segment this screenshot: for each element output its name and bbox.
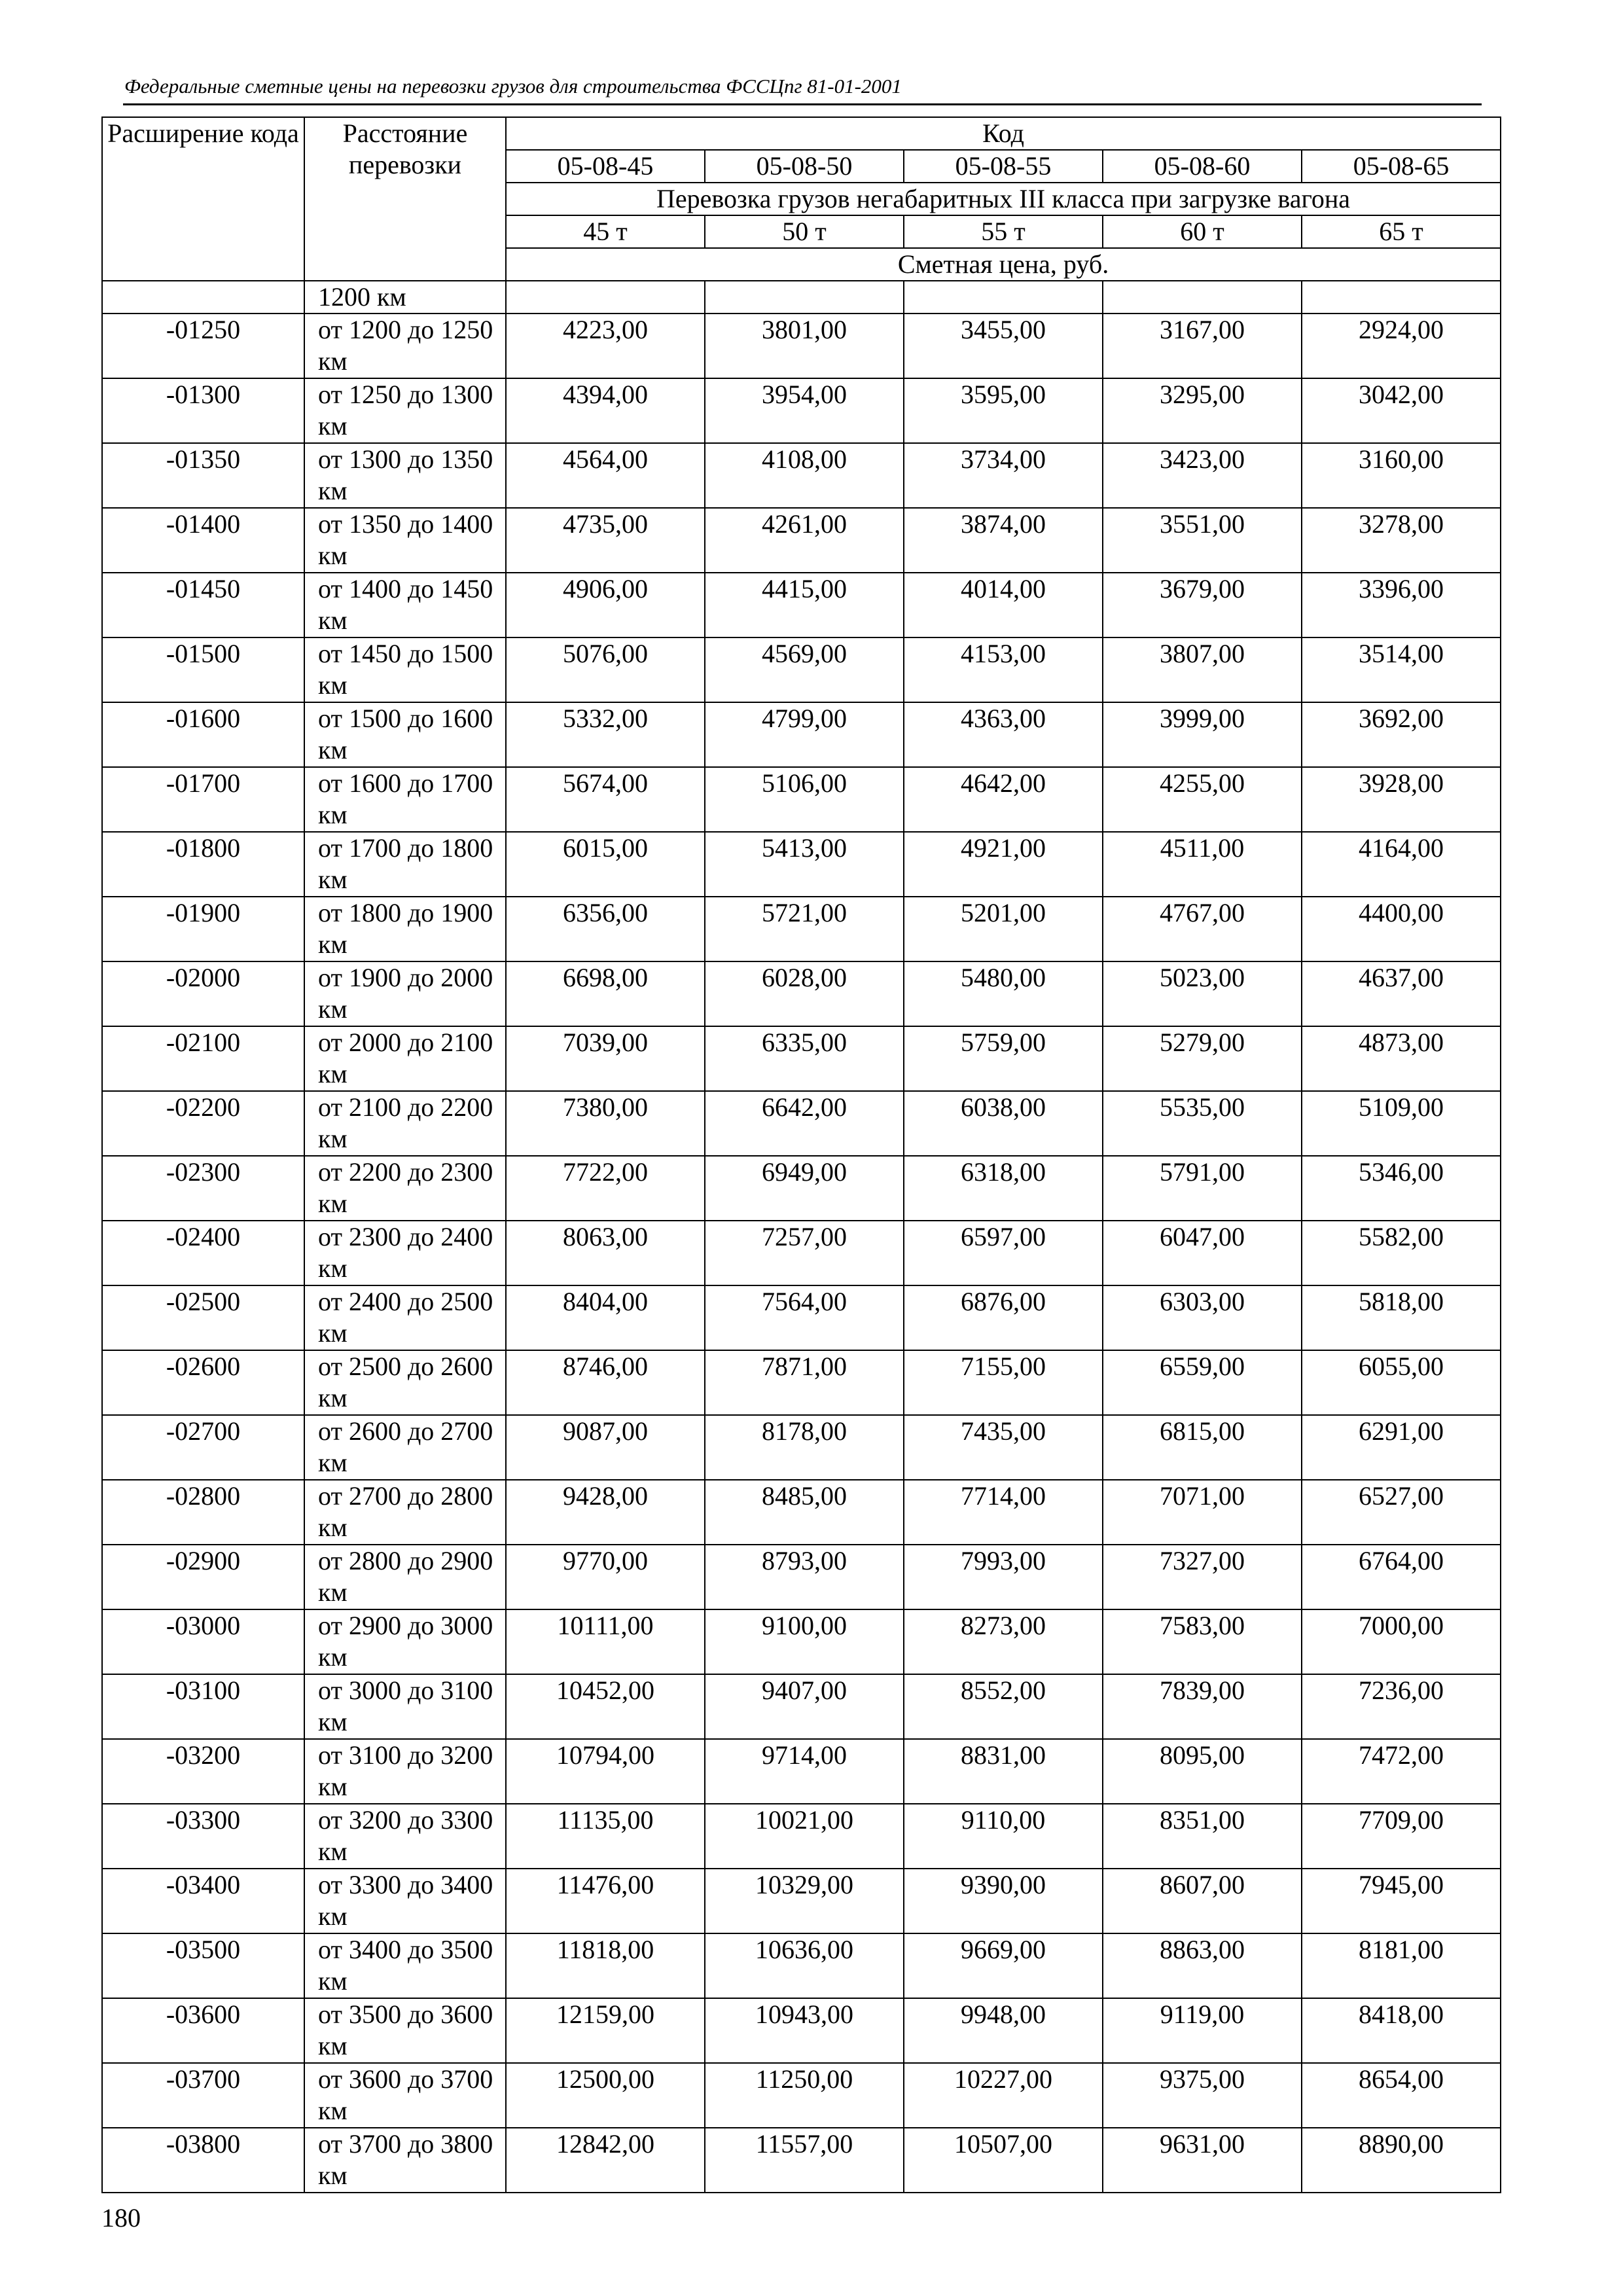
cell-price: 6015,00 [506, 832, 705, 897]
cell-price: 3278,00 [1302, 508, 1501, 573]
cell-price: 9390,00 [904, 1869, 1103, 1933]
table-row [102, 2128, 1501, 2193]
table-row [102, 1609, 1501, 1674]
cell-price: 5413,00 [705, 832, 904, 897]
cell-price: 9428,00 [506, 1480, 705, 1545]
cell-price: 10227,00 [904, 2063, 1103, 2128]
cell-distance: от 2400 до 2500 км [304, 1285, 506, 1350]
cell-price: 5076,00 [506, 637, 705, 702]
cell-code: -02100 [102, 1026, 304, 1091]
cell-price: 6876,00 [904, 1285, 1103, 1350]
header-load: 55 т [904, 215, 1103, 248]
table-row [102, 1674, 1501, 1739]
cell-price: 4767,00 [1103, 897, 1302, 961]
cell-distance: от 1400 до 1450 км [304, 573, 506, 637]
cell-price: 6028,00 [705, 961, 904, 1026]
cell-price: 3423,00 [1103, 443, 1302, 508]
table-row [102, 378, 1501, 443]
cell-price: 4569,00 [705, 637, 904, 702]
cell-price: 6949,00 [705, 1156, 904, 1221]
table-row [102, 443, 1501, 508]
cell-code: -02600 [102, 1350, 304, 1415]
cell-distance: от 3500 до 3600 км [304, 1998, 506, 2063]
cell-distance: от 1200 до 1250 км [304, 314, 506, 378]
cell-price: 8654,00 [1302, 2063, 1501, 2128]
cell-price: 8793,00 [705, 1545, 904, 1609]
cell-price: 7993,00 [904, 1545, 1103, 1609]
cell-price: 9087,00 [506, 1415, 705, 1480]
header-cargo-description: Перевозка грузов негабаритных III класса при загрузке вагона [506, 183, 1501, 215]
cell-code: -03300 [102, 1804, 304, 1869]
cell-price: 3734,00 [904, 443, 1103, 508]
cell-price: 3042,00 [1302, 378, 1501, 443]
cell-code: -02900 [102, 1545, 304, 1609]
cell-price: 10507,00 [904, 2128, 1103, 2193]
cell-price: 7327,00 [1103, 1545, 1302, 1609]
table-row [102, 2063, 1501, 2128]
header-rule [123, 103, 1482, 105]
cell-price: 8890,00 [1302, 2128, 1501, 2193]
cell-price: 5279,00 [1103, 1026, 1302, 1091]
table-row [102, 314, 1501, 378]
cell-distance: от 1250 до 1300 км [304, 378, 506, 443]
cell-price: 7472,00 [1302, 1739, 1501, 1804]
cell-price: 4363,00 [904, 702, 1103, 767]
cell-price: 8063,00 [506, 1221, 705, 1285]
cell-price: 8181,00 [1302, 1933, 1501, 1998]
header-code-value: 05-08-45 [506, 150, 705, 183]
cell-price [506, 281, 705, 314]
table-row [102, 1998, 1501, 2063]
cell-price: 8095,00 [1103, 1739, 1302, 1804]
cell-price: 5106,00 [705, 767, 904, 832]
cell-price: 4014,00 [904, 573, 1103, 637]
table-body [102, 281, 1501, 2193]
cell-price: 8607,00 [1103, 1869, 1302, 1933]
cell-code: -03700 [102, 2063, 304, 2128]
cell-price: 4223,00 [506, 314, 705, 378]
cell-code: -01350 [102, 443, 304, 508]
header-code-value: 05-08-65 [1302, 150, 1501, 183]
cell-price: 7871,00 [705, 1350, 904, 1415]
cell-price: 4906,00 [506, 573, 705, 637]
table-row [102, 1156, 1501, 1221]
cell-price: 4564,00 [506, 443, 705, 508]
cell-distance: от 1600 до 1700 км [304, 767, 506, 832]
table-row [102, 281, 1501, 314]
cell-price: 7071,00 [1103, 1480, 1302, 1545]
cell-price: 3295,00 [1103, 378, 1302, 443]
cell-price: 4735,00 [506, 508, 705, 573]
cell-price [705, 281, 904, 314]
cell-price: 6055,00 [1302, 1350, 1501, 1415]
cell-price: 7583,00 [1103, 1609, 1302, 1674]
cell-price: 6815,00 [1103, 1415, 1302, 1480]
cell-price: 4642,00 [904, 767, 1103, 832]
cell-price: 5791,00 [1103, 1156, 1302, 1221]
cell-price: 5201,00 [904, 897, 1103, 961]
cell-code: -03200 [102, 1739, 304, 1804]
cell-price: 3455,00 [904, 314, 1103, 378]
cell-distance: от 3700 до 3800 км [304, 2128, 506, 2193]
cell-price: 9407,00 [705, 1674, 904, 1739]
cell-price: 8351,00 [1103, 1804, 1302, 1869]
cell-price: 8552,00 [904, 1674, 1103, 1739]
cell-price: 6698,00 [506, 961, 705, 1026]
cell-price: 11818,00 [506, 1933, 705, 1998]
cell-price: 8863,00 [1103, 1933, 1302, 1998]
cell-distance: от 3000 до 3100 км [304, 1674, 506, 1739]
cell-price: 3160,00 [1302, 443, 1501, 508]
cell-price: 6559,00 [1103, 1350, 1302, 1415]
cell-price: 6047,00 [1103, 1221, 1302, 1285]
cell-price: 7945,00 [1302, 1869, 1501, 1933]
cell-price: 4637,00 [1302, 961, 1501, 1026]
cell-price: 4511,00 [1103, 832, 1302, 897]
cell-price: 8404,00 [506, 1285, 705, 1350]
cell-code: -03500 [102, 1933, 304, 1998]
cell-price: 6038,00 [904, 1091, 1103, 1156]
cell-distance: от 2100 до 2200 км [304, 1091, 506, 1156]
cell-code: -01600 [102, 702, 304, 767]
cell-price: 7564,00 [705, 1285, 904, 1350]
cell-price: 3595,00 [904, 378, 1103, 443]
cell-price: 11250,00 [705, 2063, 904, 2128]
cell-code: -03000 [102, 1609, 304, 1674]
cell-price: 5582,00 [1302, 1221, 1501, 1285]
cell-code: -03400 [102, 1869, 304, 1933]
cell-distance: от 3200 до 3300 км [304, 1804, 506, 1869]
cell-distance: от 1800 до 1900 км [304, 897, 506, 961]
cell-distance: от 1700 до 1800 км [304, 832, 506, 897]
cell-price: 7709,00 [1302, 1804, 1501, 1869]
cell-price: 5759,00 [904, 1026, 1103, 1091]
cell-price: 6303,00 [1103, 1285, 1302, 1350]
cell-price: 6318,00 [904, 1156, 1103, 1221]
cell-price: 4873,00 [1302, 1026, 1501, 1091]
cell-price: 8746,00 [506, 1350, 705, 1415]
cell-price: 7039,00 [506, 1026, 705, 1091]
table-row [102, 702, 1501, 767]
cell-price: 11135,00 [506, 1804, 705, 1869]
cell-price: 4415,00 [705, 573, 904, 637]
cell-price: 5023,00 [1103, 961, 1302, 1026]
cell-price: 6527,00 [1302, 1480, 1501, 1545]
cell-price: 4921,00 [904, 832, 1103, 897]
cell-price: 10111,00 [506, 1609, 705, 1674]
table-row [102, 1026, 1501, 1091]
table-row [102, 1545, 1501, 1609]
cell-price: 9631,00 [1103, 2128, 1302, 2193]
cell-code [102, 281, 304, 314]
header-load: 65 т [1302, 215, 1501, 248]
cell-distance: от 2600 до 2700 км [304, 1415, 506, 1480]
cell-price: 9714,00 [705, 1739, 904, 1804]
cell-price: 4255,00 [1103, 767, 1302, 832]
cell-price: 12159,00 [506, 1998, 705, 2063]
cell-price: 4400,00 [1302, 897, 1501, 961]
cell-distance: от 2500 до 2600 км [304, 1350, 506, 1415]
cell-distance: от 2200 до 2300 км [304, 1156, 506, 1221]
cell-price: 8273,00 [904, 1609, 1103, 1674]
cell-distance: от 2900 до 3000 км [304, 1609, 506, 1674]
header-load: 50 т [705, 215, 904, 248]
table-row [102, 508, 1501, 573]
cell-distance: от 1500 до 1600 км [304, 702, 506, 767]
cell-price: 9375,00 [1103, 2063, 1302, 2128]
header-load: 45 т [506, 215, 705, 248]
cell-price: 11476,00 [506, 1869, 705, 1933]
cell-price: 8485,00 [705, 1480, 904, 1545]
cell-distance: от 3300 до 3400 км [304, 1869, 506, 1933]
table-row [102, 1804, 1501, 1869]
cell-price: 5480,00 [904, 961, 1103, 1026]
table-row [102, 1350, 1501, 1415]
cell-price: 3999,00 [1103, 702, 1302, 767]
cell-price: 7155,00 [904, 1350, 1103, 1415]
cell-price: 6335,00 [705, 1026, 904, 1091]
cell-price: 9110,00 [904, 1804, 1103, 1869]
cell-price: 10943,00 [705, 1998, 904, 2063]
cell-price: 4108,00 [705, 443, 904, 508]
table-row [102, 637, 1501, 702]
table-row [102, 767, 1501, 832]
cell-price [1302, 281, 1501, 314]
header-price-label: Сметная цена, руб. [506, 248, 1501, 281]
price-table [101, 117, 1501, 2193]
cell-price: 6291,00 [1302, 1415, 1501, 1480]
cell-price: 5535,00 [1103, 1091, 1302, 1156]
cell-price: 7839,00 [1103, 1674, 1302, 1739]
cell-code: -02000 [102, 961, 304, 1026]
cell-price: 3807,00 [1103, 637, 1302, 702]
cell-code: -01500 [102, 637, 304, 702]
cell-price: 10636,00 [705, 1933, 904, 1998]
cell-distance: от 2300 до 2400 км [304, 1221, 506, 1285]
cell-distance: от 2700 до 2800 км [304, 1480, 506, 1545]
cell-price: 10452,00 [506, 1674, 705, 1739]
cell-price: 3692,00 [1302, 702, 1501, 767]
cell-price: 6356,00 [506, 897, 705, 961]
table-row [102, 573, 1501, 637]
cell-code: -02400 [102, 1221, 304, 1285]
running-header: Федеральные сметные цены на перевозки грузов для строительства ФССЦпг 81-01-2001 [124, 75, 902, 98]
cell-price: 7257,00 [705, 1221, 904, 1285]
cell-price: 9100,00 [705, 1609, 904, 1674]
cell-price: 5346,00 [1302, 1156, 1501, 1221]
cell-price: 9119,00 [1103, 1998, 1302, 2063]
cell-price: 11557,00 [705, 2128, 904, 2193]
cell-price: 5674,00 [506, 767, 705, 832]
cell-price: 3954,00 [705, 378, 904, 443]
cell-code: -01800 [102, 832, 304, 897]
cell-distance: от 2800 до 2900 км [304, 1545, 506, 1609]
header-code-extension: Расширение кода [102, 117, 304, 281]
cell-code: -01250 [102, 314, 304, 378]
cell-code: -01700 [102, 767, 304, 832]
cell-price: 7000,00 [1302, 1609, 1501, 1674]
cell-code: -02500 [102, 1285, 304, 1350]
cell-distance: 1200 км [304, 281, 506, 314]
cell-price: 8178,00 [705, 1415, 904, 1480]
cell-price: 4799,00 [705, 702, 904, 767]
cell-code: -01450 [102, 573, 304, 637]
table-row [102, 897, 1501, 961]
table-row [102, 1221, 1501, 1285]
table-row [102, 1480, 1501, 1545]
header-code: Код [506, 117, 1501, 150]
cell-price: 2924,00 [1302, 314, 1501, 378]
cell-code: -03100 [102, 1674, 304, 1739]
table-row [102, 1285, 1501, 1350]
cell-price: 8418,00 [1302, 1998, 1501, 2063]
cell-distance: от 1300 до 1350 км [304, 443, 506, 508]
cell-price: 3801,00 [705, 314, 904, 378]
cell-price: 7722,00 [506, 1156, 705, 1221]
cell-code: -02700 [102, 1415, 304, 1480]
cell-price: 5332,00 [506, 702, 705, 767]
cell-price: 4261,00 [705, 508, 904, 573]
cell-price: 3396,00 [1302, 573, 1501, 637]
table-row [102, 1869, 1501, 1933]
cell-price: 6597,00 [904, 1221, 1103, 1285]
cell-price: 7380,00 [506, 1091, 705, 1156]
cell-price: 7236,00 [1302, 1674, 1501, 1739]
cell-distance: от 3600 до 3700 км [304, 2063, 506, 2128]
cell-distance: от 1450 до 1500 км [304, 637, 506, 702]
cell-price: 3679,00 [1103, 573, 1302, 637]
cell-price: 3514,00 [1302, 637, 1501, 702]
table-row [102, 832, 1501, 897]
cell-price: 5109,00 [1302, 1091, 1501, 1156]
cell-distance: от 1900 до 2000 км [304, 961, 506, 1026]
table-row [102, 1933, 1501, 1998]
cell-price: 10329,00 [705, 1869, 904, 1933]
cell-price: 9669,00 [904, 1933, 1103, 1998]
cell-price [1103, 281, 1302, 314]
cell-code: -02200 [102, 1091, 304, 1156]
cell-price: 4164,00 [1302, 832, 1501, 897]
cell-price: 8831,00 [904, 1739, 1103, 1804]
cell-distance: от 3100 до 3200 км [304, 1739, 506, 1804]
table-row [102, 961, 1501, 1026]
cell-price: 4394,00 [506, 378, 705, 443]
cell-price: 10794,00 [506, 1739, 705, 1804]
cell-price: 7714,00 [904, 1480, 1103, 1545]
header-code-value: 05-08-60 [1103, 150, 1302, 183]
cell-price: 5818,00 [1302, 1285, 1501, 1350]
cell-code: -02300 [102, 1156, 304, 1221]
cell-code: -01300 [102, 378, 304, 443]
cell-price: 3551,00 [1103, 508, 1302, 573]
cell-price: 12842,00 [506, 2128, 705, 2193]
cell-distance: от 2000 до 2100 км [304, 1026, 506, 1091]
table-row [102, 1091, 1501, 1156]
cell-code: -03800 [102, 2128, 304, 2193]
cell-price: 10021,00 [705, 1804, 904, 1869]
cell-distance: от 3400 до 3500 км [304, 1933, 506, 1998]
cell-price: 3167,00 [1103, 314, 1302, 378]
cell-price: 3874,00 [904, 508, 1103, 573]
cell-price [904, 281, 1103, 314]
header-distance: Расстояние перевозки [304, 117, 506, 281]
cell-price: 6642,00 [705, 1091, 904, 1156]
cell-price: 3928,00 [1302, 767, 1501, 832]
cell-code: -02800 [102, 1480, 304, 1545]
cell-price: 4153,00 [904, 637, 1103, 702]
page-number: 180 [101, 2203, 141, 2233]
header-code-value: 05-08-50 [705, 150, 904, 183]
cell-code: -01900 [102, 897, 304, 961]
cell-code: -03600 [102, 1998, 304, 2063]
header-code-value: 05-08-55 [904, 150, 1103, 183]
cell-price: 9770,00 [506, 1545, 705, 1609]
cell-price: 12500,00 [506, 2063, 705, 2128]
cell-price: 9948,00 [904, 1998, 1103, 2063]
cell-price: 6764,00 [1302, 1545, 1501, 1609]
cell-price: 5721,00 [705, 897, 904, 961]
cell-distance: от 1350 до 1400 км [304, 508, 506, 573]
cell-price: 7435,00 [904, 1415, 1103, 1480]
table-row [102, 1739, 1501, 1804]
header-load: 60 т [1103, 215, 1302, 248]
cell-code: -01400 [102, 508, 304, 573]
table-row [102, 1415, 1501, 1480]
